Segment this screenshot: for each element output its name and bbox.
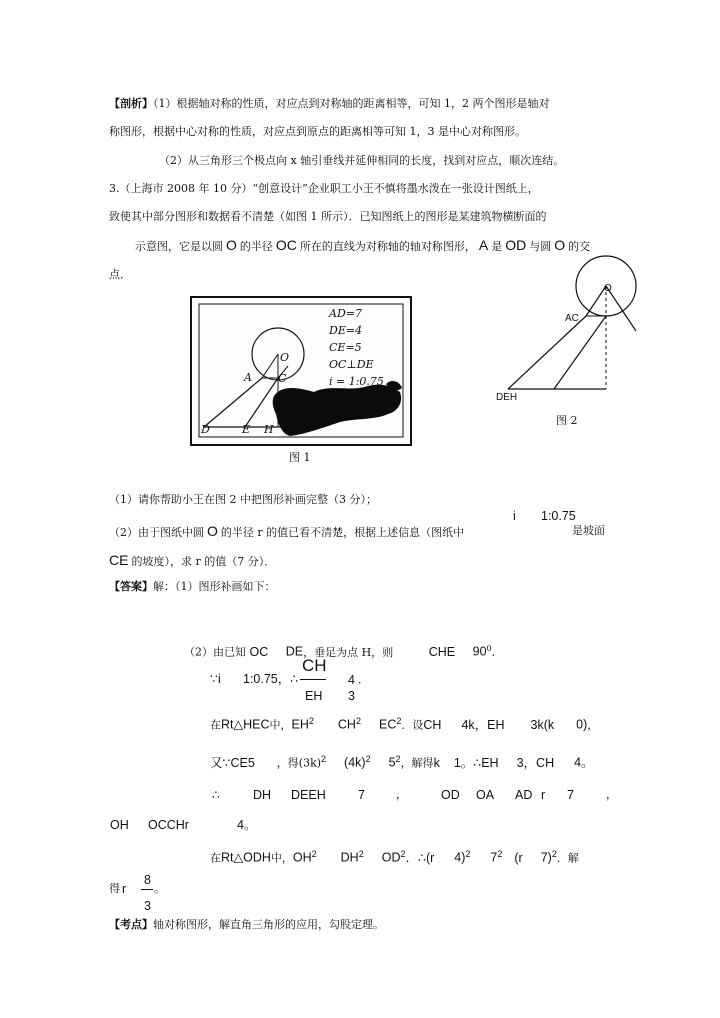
s5-ad: AD xyxy=(515,788,533,802)
fig1-info-r: r = xyxy=(329,392,347,405)
s1-de: DE xyxy=(285,644,304,659)
q2-text-b: 的半径 r 的值已看不清楚，根据上述信息（图纸中 xyxy=(220,526,465,539)
answer-step-4 xyxy=(210,755,594,769)
s7-four: 4) xyxy=(454,850,466,865)
s4-square-1: 2 xyxy=(321,754,327,764)
circle-o-label: O xyxy=(226,237,237,253)
analysis-label: 【剖析】 xyxy=(109,97,153,110)
s8-r: r xyxy=(122,882,127,896)
figure-2-caption: 图 2 xyxy=(556,414,578,427)
s5-comma: ， xyxy=(396,788,407,801)
s7-seven-square: 2 xyxy=(497,849,503,859)
answer-text: 解：（1）图形补画如下： xyxy=(153,580,276,593)
s2-because-i: ∵i xyxy=(210,672,221,686)
s7-oh-square: 2 xyxy=(311,849,317,859)
s1-dot: ． xyxy=(491,645,503,659)
question-1: （1）请你帮助小王在图 2 中把图形补画完整（3 分）； xyxy=(109,493,377,506)
kaodian-label: 【考点】 xyxy=(109,918,153,931)
figure-1 xyxy=(190,296,412,446)
problem-text-3a: 示意图，它是以圆 xyxy=(135,240,223,253)
answer-step-3 xyxy=(210,717,598,731)
s3-text-a: 在 xyxy=(210,718,221,732)
s3-zero: 0) xyxy=(576,717,588,732)
s3-ch: CH xyxy=(337,717,356,732)
s5-oa: OA xyxy=(476,788,495,802)
s5-comma-2: ， xyxy=(606,788,617,801)
problem-text-3e: 与圆 xyxy=(529,240,552,253)
fig1-label-o: O xyxy=(280,351,290,364)
s1-oc: OC xyxy=(249,644,269,659)
s2-dot: ． xyxy=(358,673,369,686)
answer-label: 【答案】 xyxy=(109,580,153,593)
s1-degree: 0 xyxy=(486,644,492,653)
problem-text-3c: 所在的直线为对称轴的轴对称图形， xyxy=(299,240,476,253)
s3-text-c: ．设 xyxy=(401,718,424,732)
s4-text-b: ，得(3k) xyxy=(276,756,322,770)
s8-de: 得 xyxy=(109,882,120,895)
s4-square-3: 2 xyxy=(395,754,401,764)
figure-1-caption: 图 1 xyxy=(289,451,311,464)
problem-text-3f: 的交 xyxy=(568,240,591,253)
analysis-text-1: （1）根据轴对称的性质，对应点到对称轴的距离相等，可知 1，2 两个图形是轴对 xyxy=(153,97,550,110)
problem-line-1: 3.（上海市 2008 年 10 分）“创意设计”企业职工小王不慎将墨水泼在一张设计图纸上， xyxy=(109,182,539,195)
problem-text-3b: 的半径 xyxy=(239,240,273,253)
q2-ce-label: CE xyxy=(109,552,129,568)
s6-oh: OH xyxy=(110,818,129,832)
kaodian-line xyxy=(109,919,384,930)
s7-seven-b-square: 2 xyxy=(551,849,557,859)
s7-dh: DH xyxy=(340,850,359,865)
s3-dot: ， xyxy=(587,718,599,732)
s4-text-a: 又∵CE5 xyxy=(210,755,255,770)
s4-square-2: 2 xyxy=(365,754,371,764)
s2-ratio: 1:0.75，∴ xyxy=(243,672,299,686)
s7-oh: OH xyxy=(292,850,312,865)
answer-header xyxy=(109,581,276,592)
s2-fraction-bar xyxy=(300,679,326,680)
s3-ec: EC xyxy=(378,717,397,732)
s7-tail: ．解 xyxy=(556,851,579,865)
s2-numerator: CH xyxy=(302,656,327,675)
answer-step-7 xyxy=(210,850,579,864)
problem-text-3d: 是 xyxy=(491,240,503,253)
fig2-label-o: O xyxy=(604,283,612,294)
q2-slope-i: i xyxy=(513,509,516,523)
s4-three: 3，CH xyxy=(516,755,555,770)
figure-2-slope-ad xyxy=(508,313,586,389)
radius-oc-label: OC xyxy=(275,237,297,253)
fig1-label-e: E xyxy=(242,423,251,436)
s7-triangle: Rt△ODH xyxy=(221,850,271,865)
s7-seven: 7 xyxy=(490,850,498,865)
figure-2 xyxy=(500,256,650,396)
problem-line-4: 点． xyxy=(109,268,131,281)
problem-line-2: 致使其中部分图形和数据看不清楚（如图 1 所示）．已知图纸上的图形是某建筑物横断面的 xyxy=(109,210,547,223)
s5-r: r xyxy=(541,788,546,802)
fig2-label-ac: AC xyxy=(565,313,579,324)
s3-3k: 3k(k xyxy=(530,717,555,732)
s7-text-c: ．∴(r xyxy=(405,850,435,865)
fig1-label-c: C xyxy=(278,372,287,385)
s2-ratio-numerator: 4 xyxy=(348,673,355,687)
s7-seven-b: 7) xyxy=(540,850,552,865)
figure-2-slope-ce xyxy=(554,313,606,389)
kaodian-text: 轴对称图形，解直角三角形的应用，勾股定理。 xyxy=(153,918,384,931)
s3-ch-2: CH xyxy=(423,717,442,732)
s5-therefore: ∴ xyxy=(212,788,220,802)
s2-denominator: EH xyxy=(305,689,323,703)
fig1-label-h: H xyxy=(264,423,274,436)
q2-slope-ratio: 1:0.75 xyxy=(541,509,576,523)
problem-line-3 xyxy=(135,238,590,252)
s7-paren-square: 2 xyxy=(465,849,471,859)
s5-seven-b: 7 xyxy=(567,788,574,802)
s7-text-b: 中， xyxy=(270,851,293,865)
segment-od-label: OD xyxy=(505,237,527,253)
s4-text-e: ，解得 xyxy=(400,756,434,770)
q2-text-a: （2）由于图纸中圆 xyxy=(109,526,204,539)
s6-occhr: OCCHr xyxy=(148,818,189,832)
s4-five: 5 xyxy=(388,755,396,770)
fig1-info-ad: AD=7 xyxy=(329,307,362,320)
s5-seven: 7 xyxy=(358,788,365,802)
analysis-line-2: 称图形，根据中心对称的性质，对应点到原点的距离相等可知 1，3 是中心对称图形。 xyxy=(109,125,526,138)
s3-text-b: 中， xyxy=(269,718,292,732)
point-a-label: A xyxy=(478,237,489,253)
analysis-line-1 xyxy=(109,98,550,109)
s1-ninety: 90 xyxy=(472,644,487,659)
s3-eh: EH xyxy=(291,717,309,732)
fig2-label-deh: DEH xyxy=(496,392,518,403)
q2-slope-tail: 是坡面 xyxy=(572,524,605,537)
s8-dot: 。 xyxy=(154,882,165,895)
s1-text-b: ，垂足为点 H，则 xyxy=(303,645,394,659)
question-2-line-1 xyxy=(109,524,464,538)
s3-eh-square: 2 xyxy=(308,716,314,726)
s3-triangle: Rt△HEC xyxy=(221,717,270,732)
s1-che: CHE xyxy=(428,644,456,659)
q2-circle-o: O xyxy=(207,523,218,539)
analysis-line-3: （2）从三角形三个极点向 x 轴引垂线并延伸相同的长度，找到对应点，顺次连结。 xyxy=(159,154,565,167)
fig1-label-d: D xyxy=(201,423,210,436)
s2-ratio-denominator: 3 xyxy=(348,689,355,703)
fig1-info-perp: OC⊥DE xyxy=(329,358,374,371)
question-2-line-2 xyxy=(109,553,275,567)
s7-text-a: 在 xyxy=(210,851,221,865)
s1-text-a: （2）由已知 xyxy=(184,645,246,659)
s6-four: 4。 xyxy=(237,818,257,832)
s4-k: k xyxy=(433,755,440,770)
s5-dh: DH xyxy=(253,788,272,802)
s3-4k: 4k，EH xyxy=(461,717,505,732)
s8-denominator: 3 xyxy=(144,899,151,913)
s8-numerator: 8 xyxy=(144,873,151,887)
s7-od: OD xyxy=(381,850,401,865)
s5-od: OD xyxy=(441,788,460,802)
s7-r: (r xyxy=(514,850,523,865)
s4-four: 4。 xyxy=(574,755,594,770)
s7-dh-square: 2 xyxy=(358,849,364,859)
s3-ch-square: 2 xyxy=(355,716,361,726)
circle-o-label-2: O xyxy=(554,237,566,253)
s5-deeh: DEEH xyxy=(291,788,326,802)
s4-4k: (4k) xyxy=(344,755,366,770)
s4-one: 1。∴EH xyxy=(453,755,499,770)
figure-2-radius-oa xyxy=(586,286,606,316)
answer-step-1 xyxy=(184,645,503,658)
s7-od-square: 2 xyxy=(400,849,406,859)
q2-text-c: 的坡度），求 r 的值（7 分）． xyxy=(131,555,276,568)
fig1-label-a: A xyxy=(244,371,252,384)
fig1-info-ce: CE=5 xyxy=(329,341,362,354)
fig1-info-slope: i = 1:0.75 xyxy=(329,375,384,388)
fig1-info-de: DE=4 xyxy=(329,324,363,337)
s8-fraction-bar xyxy=(141,889,153,890)
s3-ec-square: 2 xyxy=(396,716,402,726)
